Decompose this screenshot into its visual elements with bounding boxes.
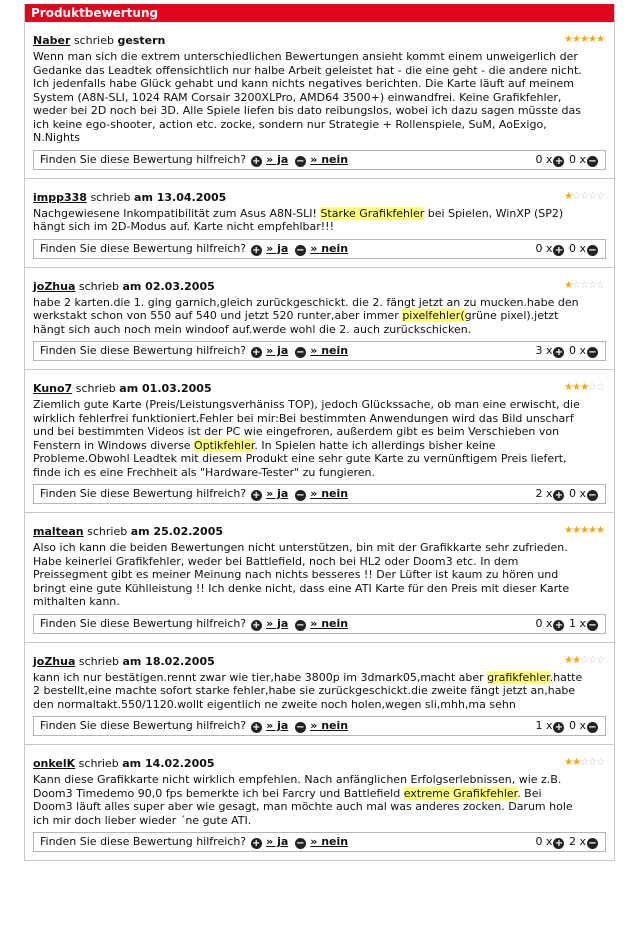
review-author-link[interactable]: maltean <box>33 525 84 538</box>
star-filled-icon: ★ <box>588 525 597 536</box>
vote-counts <box>535 833 599 851</box>
vote-counts <box>535 151 599 169</box>
review-date: am 18.02.2005 <box>122 654 215 668</box>
star-filled-icon: ★ <box>596 34 604 45</box>
star-filled-icon: ★ <box>564 279 573 291</box>
vote-yes-link[interactable]: » ja <box>266 241 289 255</box>
minus-circle-icon: − <box>588 490 597 501</box>
review-author-link[interactable]: joZhua <box>33 279 76 293</box>
star-filled-icon: ★ <box>572 382 581 393</box>
star-filled-icon: ★ <box>596 525 604 536</box>
yes-count: 0 x <box>535 835 553 848</box>
review-text-segment: .hatte 2 bestellt,eine machte sofort starke fehler,habe sie zurückgeschickt.die zweite fängt jetzt an,habe den normaltakt.550/1120.wollt eigentlich ne zweite noch holen,wegen sli,mhh,ma sehn <box>33 670 583 711</box>
star-empty-icon: ☆ <box>588 757 597 768</box>
vote-yes-link[interactable]: » ja <box>266 719 289 732</box>
rating-stars <box>564 383 604 393</box>
review-text <box>33 773 606 827</box>
review-author-link[interactable]: joZhua <box>33 654 76 668</box>
plus-circle-icon[interactable]: + <box>251 619 261 631</box>
helpful-bar <box>33 484 606 504</box>
star-filled-icon: ★ <box>572 525 581 536</box>
plus-circle-icon: + <box>554 490 564 501</box>
review-date: am 25.02.2005 <box>130 525 224 538</box>
star-empty-icon: ☆ <box>580 654 589 666</box>
star-filled-icon: ★ <box>564 190 573 202</box>
rating-stars <box>564 526 604 536</box>
star-empty-icon: ☆ <box>588 382 597 393</box>
vote-no-link[interactable]: » nein <box>310 152 349 166</box>
vote-no-link[interactable]: » nein <box>310 835 349 848</box>
vote-no-link[interactable]: » nein <box>310 616 349 630</box>
plus-circle-icon[interactable]: + <box>251 155 261 167</box>
plus-circle-icon[interactable]: + <box>251 838 261 849</box>
review-schrieb-text: schrieb <box>83 525 131 538</box>
review-text <box>33 671 606 712</box>
rating-stars <box>564 192 604 202</box>
review-schrieb-text: schrieb <box>75 654 123 668</box>
star-empty-icon: ☆ <box>572 279 581 291</box>
no-count: 0 x <box>568 344 586 357</box>
no-count: 0 x <box>568 241 586 255</box>
vote-yes-link[interactable]: » ja <box>266 616 289 630</box>
yes-count: 1 x <box>535 719 553 732</box>
minus-circle-icon[interactable]: − <box>296 722 305 733</box>
star-empty-icon: ☆ <box>596 654 604 666</box>
minus-circle-icon[interactable]: − <box>296 490 305 501</box>
review-item <box>25 643 614 746</box>
star-empty-icon: ☆ <box>596 757 604 768</box>
rating-stars <box>564 35 604 45</box>
review-text <box>33 398 606 479</box>
highlighted-term: pixelfehler( <box>402 309 465 322</box>
review-text-segment: Kann diese Grafikkarte nicht wirklich empfehlen. Nach anfänglichen Erfolgserlebnissen, wie z.B. Doom3 Timedemo 90,0 fps bemerkte ich bei Farcry und Battlefield <box>33 773 562 800</box>
review-item <box>25 370 614 513</box>
review-header <box>33 22 606 56</box>
star-empty-icon: ☆ <box>588 279 597 291</box>
star-empty-icon: ☆ <box>588 654 597 666</box>
review-text <box>33 541 606 609</box>
plus-circle-icon: + <box>554 722 564 733</box>
highlighted-term: grafikfehler <box>487 670 550 684</box>
review-text-segment: kann ich nur bestätigen.rennt zwar wie tier,habe 3800p im 3dmark05,macht aber <box>33 670 488 684</box>
star-filled-icon: ★ <box>564 382 573 393</box>
star-filled-icon: ★ <box>580 382 589 393</box>
minus-circle-icon: − <box>588 722 597 733</box>
review-header <box>33 179 606 213</box>
minus-circle-icon[interactable]: − <box>296 619 305 631</box>
review-author-link[interactable]: onkelK <box>33 757 76 770</box>
minus-circle-icon[interactable]: − <box>296 155 305 167</box>
helpful-question: Finden Sie diese Bewertung hilfreich? <box>40 616 250 630</box>
vote-counts <box>535 485 599 503</box>
no-count: 2 x <box>568 835 586 848</box>
no-count: 0 x <box>568 487 586 500</box>
helpful-bar <box>33 832 606 852</box>
review-item <box>25 268 614 371</box>
minus-circle-icon[interactable]: − <box>296 347 305 358</box>
vote-counts <box>535 717 599 735</box>
star-filled-icon: ★ <box>564 525 573 536</box>
review-date: am 13.04.2005 <box>134 190 227 204</box>
review-header <box>33 643 606 677</box>
vote-yes-link[interactable]: » ja <box>266 152 289 166</box>
vote-no-link[interactable]: » nein <box>310 487 349 500</box>
review-text <box>33 50 606 145</box>
review-header <box>33 370 606 404</box>
minus-circle-icon: − <box>588 155 597 167</box>
highlighted-term: extreme Grafikfehler <box>403 786 518 800</box>
yes-count: 0 x <box>535 152 553 166</box>
yes-count: 0 x <box>535 616 553 630</box>
review-date: am 14.02.2005 <box>122 757 215 770</box>
no-count: 0 x <box>568 719 586 732</box>
helpful-bar <box>33 716 606 736</box>
review-text-segment: . In Spielen hatte ich allerdings bisher keine Probleme.Obwohl Leadtek mit diesem Produkt eine sehr gute Karte zu vernünftigem Preis liefert, finde ich es eine Frechheit als "Hardware-Tester" zu fungieren. <box>33 438 567 479</box>
minus-circle-icon: − <box>588 619 597 631</box>
star-filled-icon: ★ <box>572 757 581 768</box>
vote-no-link[interactable]: » nein <box>310 241 349 255</box>
review-text-segment: . Bei Doom3 läuft alles super aber wie gesagt, man möchte auch mal was anderes zocken. Darum hole ich mir doch lieber wieder ´ne gute ATI. <box>33 786 573 827</box>
vote-counts <box>535 240 599 258</box>
review-header <box>33 268 606 302</box>
vote-no-link[interactable]: » nein <box>310 344 349 357</box>
star-empty-icon: ☆ <box>580 190 589 202</box>
yes-count: 2 x <box>535 487 553 500</box>
star-empty-icon: ☆ <box>580 279 589 291</box>
review-schrieb-text: schrieb <box>75 757 123 770</box>
yes-count: 3 x <box>535 344 553 357</box>
review-schrieb-text: schrieb <box>72 382 120 395</box>
no-count: 1 x <box>568 616 586 630</box>
helpful-question: Finden Sie diese Bewertung hilfreich? <box>40 835 250 848</box>
no-count: 0 x <box>568 152 586 166</box>
minus-circle-icon: − <box>588 838 597 849</box>
review-text-segment: bei Spielen, WinXP (SP2) hängt sich im 2D-Modus auf. Karte nicht empfehlbar!!! <box>33 206 564 233</box>
helpful-bar <box>33 341 606 361</box>
yes-count: 0 x <box>535 241 553 255</box>
review-date: am 01.03.2005 <box>119 382 212 395</box>
panel-header: Produktbewertung <box>25 4 614 22</box>
star-empty-icon: ☆ <box>596 382 604 393</box>
plus-circle-icon: + <box>554 155 564 167</box>
rating-stars <box>564 281 604 291</box>
star-filled-icon: ★ <box>564 34 573 45</box>
highlighted-term: Optikfehler <box>194 438 255 452</box>
review-author-link[interactable]: impp338 <box>33 190 87 204</box>
review-text-segment: habe 2 karten.die 1. ging garnich,gleich zurückgeschickt. die 2. fängt jetzt an zu mucken.habe den werkstakt schon von 550 auf 540 und jetzt 520 runter,aber immer <box>33 295 579 322</box>
helpful-bar <box>33 614 606 634</box>
minus-circle-icon[interactable]: − <box>296 244 305 256</box>
star-filled-icon: ★ <box>564 757 573 768</box>
vote-no-link[interactable]: » nein <box>310 719 349 732</box>
star-empty-icon: ☆ <box>596 190 604 202</box>
minus-circle-icon: − <box>588 244 597 256</box>
helpful-bar <box>33 239 606 259</box>
star-empty-icon: ☆ <box>572 190 581 202</box>
vote-counts <box>535 615 599 633</box>
vote-yes-link[interactable]: » ja <box>266 344 289 357</box>
helpful-question: Finden Sie diese Bewertung hilfreich? <box>40 152 250 166</box>
plus-circle-icon[interactable]: + <box>251 490 261 501</box>
review-schrieb-text: schrieb <box>70 34 118 47</box>
vote-counts <box>535 342 599 360</box>
star-filled-icon: ★ <box>572 34 581 45</box>
review-header <box>33 513 606 547</box>
rating-stars <box>564 758 604 768</box>
minus-circle-icon: − <box>588 347 597 358</box>
review-item <box>25 745 614 860</box>
review-text <box>33 296 606 337</box>
star-filled-icon: ★ <box>572 654 581 666</box>
review-text-segment: Wenn man sich die extrem unterschiedlichen Bewertungen ansieht kommt einem unweigerlich der Gedanke das Leadtek offensichtlich nur halbe Arbeit geleistet hat - die eine geht - die andere nicht. Ich jedenfalls habe Glück gehabt und kann nichts negatives berichten. Die Karte läuft auf meinem System (A8N-SLI, 1024 RAM Corsair 3200XLPro, AMD64 3500+) einwandfrei. Keine Grafikfehler, weder bei 2D noch bei 3D. Alle Spiele liefen bis dato reibungslos, wobei ich dazu sagen müsste das ich keine ego-shooter, action etc. zocke, sondern nur Strategie + Rollenspiele, SuM, AoExigo, N.Nights <box>33 50 582 144</box>
helpful-question: Finden Sie diese Bewertung hilfreich? <box>40 719 250 732</box>
review-text-segment: Nachgewiesene Inkompatibilität zum Asus A8N-SLI! <box>33 206 321 220</box>
helpful-question: Finden Sie diese Bewertung hilfreich? <box>40 241 250 255</box>
review-header <box>33 745 606 779</box>
review-list <box>25 22 614 860</box>
plus-circle-icon: + <box>554 838 564 849</box>
rating-stars <box>564 656 604 666</box>
plus-circle-icon[interactable]: + <box>251 347 261 358</box>
vote-yes-link[interactable]: » ja <box>266 835 289 848</box>
review-text-segment: grüne pixel).jetzt hängt sich auch noch mein windoof auf.werde wohl die 2. auch zurückschicken. <box>33 309 559 336</box>
plus-circle-icon: + <box>554 347 564 358</box>
star-empty-icon: ☆ <box>580 757 589 768</box>
review-date: am 02.03.2005 <box>122 279 215 293</box>
product-review-panel <box>24 4 615 861</box>
star-filled-icon: ★ <box>580 525 589 536</box>
helpful-question: Finden Sie diese Bewertung hilfreich? <box>40 487 250 500</box>
review-schrieb-text: schrieb <box>86 190 135 204</box>
star-empty-icon: ☆ <box>588 190 597 202</box>
helpful-question: Finden Sie diese Bewertung hilfreich? <box>40 344 250 357</box>
review-author-link[interactable]: Kuno7 <box>33 382 73 395</box>
plus-circle-icon: + <box>554 619 564 631</box>
minus-circle-icon[interactable]: − <box>296 838 305 849</box>
review-item <box>25 513 614 643</box>
review-schrieb-text: schrieb <box>75 279 123 293</box>
star-empty-icon: ☆ <box>596 279 604 291</box>
plus-circle-icon[interactable]: + <box>251 722 261 733</box>
helpful-bar <box>33 150 606 170</box>
review-item <box>25 179 614 268</box>
plus-circle-icon[interactable]: + <box>251 244 261 256</box>
star-filled-icon: ★ <box>564 654 573 666</box>
review-text-segment: Ziemlich gute Karte (Preis/Leistungsverhäniss TOP), jedoch Glückssache, ob man eine erwischt, die wirklich fehlerfrei funktioniert.Fehler bei mir:Bei bestimmten Anwendungen wird das Bild unscharf und bei bestimmten Videos ist der PC wie eingefroren, außerdem gibt es beim Verschieben von Fenstern in Windows diverse <box>33 398 580 452</box>
vote-yes-link[interactable]: » ja <box>266 487 289 500</box>
review-text-segment: Also ich kann die beiden Bewertungen nicht unterstützen, bin mit der Grafikkarte sehr zufrieden. Habe keinerlei Grafikfehler, weder bei Battlefield, noch bei HL2 oder Doom3 etc. In dem Preissegment gibt es meiner Meinung nach nichts besseres !! Der Lüfter ist kaum zu hören und bringt eine gute Kühlleistung !! Ich denke nicht, dass eine ATI Karte für den Preis mit dieser Karte mithalten kann. <box>33 541 570 608</box>
review-item <box>25 22 614 179</box>
star-filled-icon: ★ <box>588 34 597 45</box>
review-date: gestern <box>117 34 166 47</box>
star-filled-icon: ★ <box>580 34 589 45</box>
review-author-link[interactable]: Naber <box>33 34 71 47</box>
highlighted-term: Starke Grafikfehler <box>320 206 425 220</box>
plus-circle-icon: + <box>554 244 564 256</box>
